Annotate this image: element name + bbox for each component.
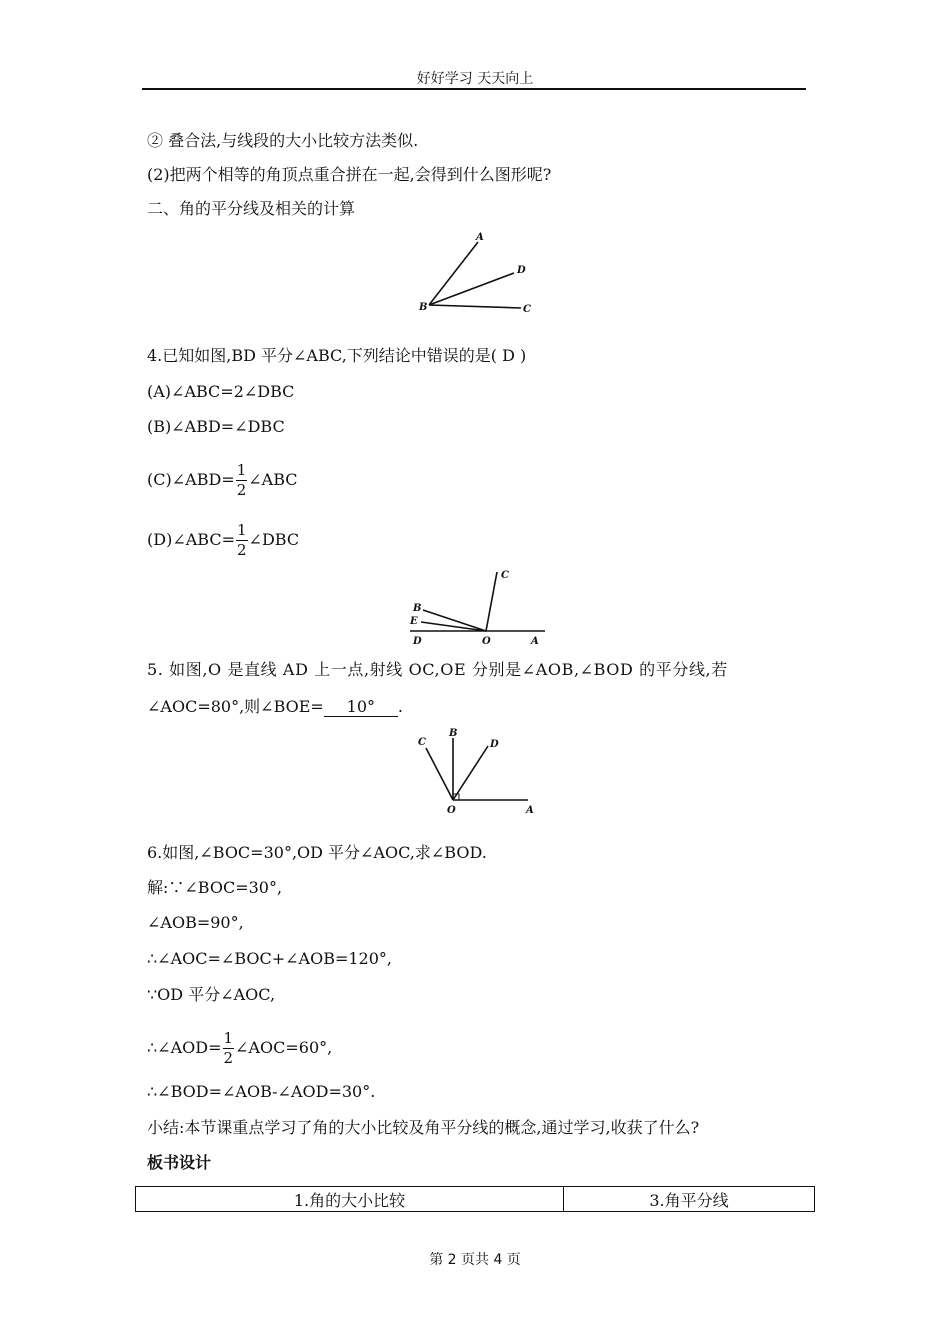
label-b: B (419, 302, 428, 313)
solution-step-6: ∴∠BOD=∠AOB-∠AOD=30°. (147, 1082, 376, 1101)
solution-step-5 (147, 1031, 332, 1066)
label-d: D (413, 636, 422, 647)
answer-blank: 10° (324, 698, 398, 717)
label-o: O (447, 805, 456, 816)
table-cell-angle-bisector: 3.角平分线 (564, 1187, 815, 1212)
fraction-numerator: 1 (223, 1029, 234, 1047)
option-d-prefix: (D)∠ABC= (147, 530, 235, 549)
text-line-overlap-method: ② 叠合法,与线段的大小比较方法类似. (147, 131, 419, 150)
text-line-question-2: (2)把两个相等的角顶点重合拼在一起,会得到什么图形呢? (147, 165, 552, 184)
fraction-half (236, 523, 248, 558)
option-b: (B)∠ABD=∠DBC (147, 417, 285, 436)
label-a: A (476, 232, 484, 243)
ray-oe (421, 622, 486, 631)
ray-oc (426, 748, 453, 800)
option-d (147, 523, 299, 558)
header-rule (142, 88, 806, 90)
board-design-title: 板书设计 (147, 1153, 212, 1172)
table-row (136, 1187, 815, 1212)
question-5-line-2 (147, 697, 403, 717)
fraction-denominator: 2 (236, 481, 247, 499)
page-footer: 第 2 页共 4 页 (429, 1252, 521, 1268)
fraction-numerator: 1 (236, 521, 247, 539)
label-d: D (517, 265, 526, 276)
label-b: B (449, 728, 458, 739)
question-6: 6.如图,∠BOC=30°,OD 平分∠AOC,求∠BOD. (147, 843, 487, 862)
figure-angle-abc (410, 228, 540, 318)
option-c-suffix: ∠ABC (248, 470, 298, 489)
label-c: C (418, 737, 426, 748)
fraction-numerator: 1 (236, 461, 247, 479)
figure-angle-aob (410, 726, 550, 818)
ray-bc (429, 305, 521, 308)
question-5-prefix: ∠AOC=80°,则∠BOE= (147, 697, 324, 716)
page-header: 好好学习 天天向上 (416, 71, 534, 87)
fraction-half (236, 463, 248, 498)
option-d-suffix: ∠DBC (248, 530, 300, 549)
solution-step-1: 解:∵∠BOC=30°, (147, 878, 283, 897)
label-a: A (526, 805, 534, 816)
fraction-half (223, 1031, 235, 1066)
question-5-suffix: . (397, 697, 403, 716)
ray-oc (486, 572, 497, 631)
label-a: A (531, 636, 539, 647)
label-e: E (410, 616, 418, 627)
solution-step-3: ∴∠AOC=∠BOC+∠AOB=120°, (147, 949, 392, 968)
label-c: C (523, 304, 531, 315)
board-design-table (135, 1186, 815, 1212)
question-5-line-1: 5. 如图,O 是直线 AD 上一点,射线 OC,OE 分别是∠AOB,∠BOD 的平分线,若 (147, 660, 728, 679)
figure-line-ad (405, 566, 555, 648)
solution-step-5-suffix: ∠AOC=60°, (235, 1038, 333, 1057)
label-o: O (482, 636, 491, 647)
solution-step-4: ∵OD 平分∠AOC, (147, 985, 276, 1004)
ray-ob (423, 610, 486, 631)
question-4: 4.已知如图,BD 平分∠ABC,下列结论中错误的是( D ) (147, 346, 527, 365)
fraction-denominator: 2 (223, 1049, 234, 1067)
option-c-prefix: (C)∠ABD= (147, 470, 235, 489)
summary: 小结:本节课重点学习了角的大小比较及角平分线的概念,通过学习,收获了什么? (147, 1118, 700, 1137)
label-c: C (501, 570, 509, 581)
solution-step-5-prefix: ∴∠AOD= (147, 1038, 222, 1057)
solution-step-2: ∠AOB=90°, (147, 913, 244, 932)
section-heading-bisector: 二、角的平分线及相关的计算 (147, 199, 356, 218)
option-c (147, 463, 298, 498)
label-d: D (490, 739, 499, 750)
fraction-denominator: 2 (236, 541, 247, 559)
table-cell-angle-comparison: 1.角的大小比较 (136, 1187, 564, 1212)
ray-od (453, 746, 488, 800)
label-b: B (413, 603, 422, 614)
option-a: (A)∠ABC=2∠DBC (147, 382, 295, 401)
